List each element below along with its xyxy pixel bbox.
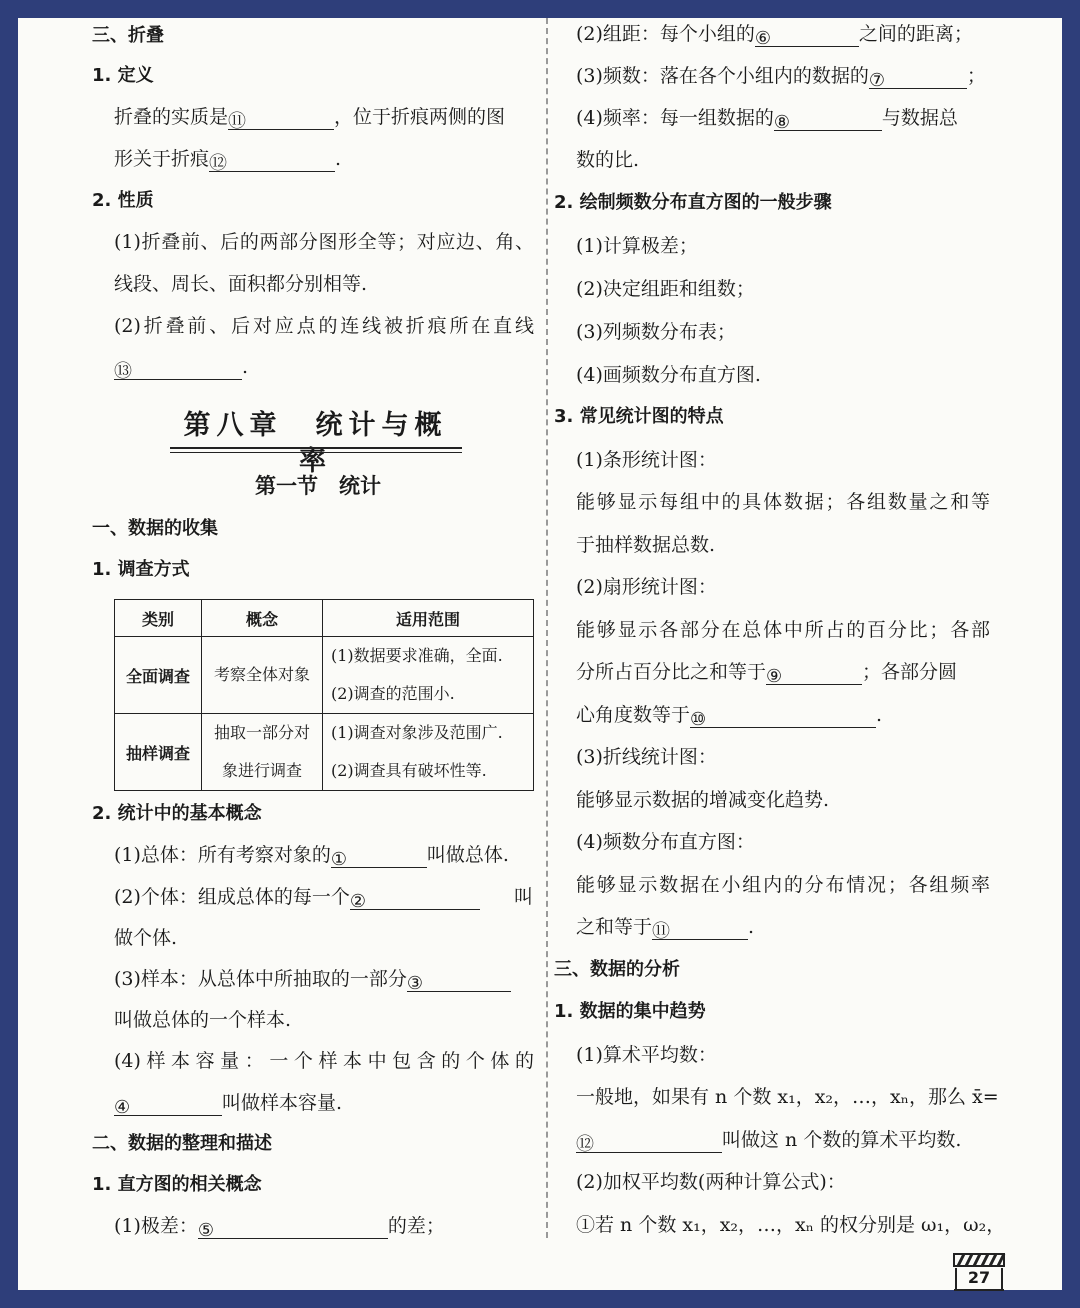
steps-heading: 2. 绘制频数分布直方图的一般步骤 <box>554 192 832 213</box>
blank-number: ⑩ <box>690 709 707 730</box>
sample-size-line-1: (4)样本容量：一个样本中包含的个体的 <box>114 1050 534 1072</box>
fold-heading: 三、折叠 <box>92 25 164 46</box>
chapter-underline-thin <box>170 452 462 453</box>
histogram-line-2 <box>576 915 754 940</box>
survey-heading: 1. 调查方式 <box>92 559 190 580</box>
histogram-concepts-heading: 1. 直方图的相关概念 <box>92 1174 262 1195</box>
collect-heading: 一、数据的收集 <box>92 518 218 539</box>
scope-line: (1)数据要求准确，全面. <box>331 646 503 665</box>
text: (1)总体：所有考察对象的 <box>114 844 331 866</box>
text: 叫做总体. <box>426 844 509 866</box>
row-type: 抽样调查 <box>115 714 202 791</box>
fill-blank-10[interactable] <box>690 707 876 728</box>
survey-methods-table <box>114 599 534 791</box>
row-concept <box>202 714 323 791</box>
definition-line-1 <box>114 105 505 130</box>
fill-blank-5[interactable] <box>198 1218 388 1239</box>
frequency-rate-line <box>576 106 958 131</box>
row-concept: 考察全体对象 <box>202 637 323 714</box>
text: 之间的距离； <box>858 23 973 45</box>
concept-line: 象进行调查 <box>221 761 302 780</box>
text: 之和等于 <box>576 916 653 938</box>
text: 分所占百分比之和等于 <box>576 661 767 683</box>
bar-chart-line-1: 能够显示每组中的具体数据；各组数量之和等 <box>576 491 990 513</box>
property-2-line-1: (2)折叠前、后对应点的连线被折痕所在直线 <box>114 315 534 337</box>
text: 的差； <box>387 1215 445 1237</box>
chapter-title: 第八章 统计与概率 <box>183 410 448 477</box>
pie-chart-line-3 <box>576 703 882 728</box>
text: 折叠的实质是 <box>114 106 229 128</box>
step-3: (3)列频数分布表； <box>576 321 736 343</box>
mean-line-2 <box>576 1128 961 1153</box>
page-number: 27 <box>967 1268 991 1287</box>
pie-chart-line-2 <box>576 660 957 685</box>
weighted-mean-title: (2)加权平均数(两种计算公式)： <box>576 1171 846 1193</box>
fill-blank-7[interactable] <box>869 68 967 89</box>
header-concept: 概念 <box>202 600 323 637</box>
organize-heading: 二、数据的整理和描述 <box>92 1133 272 1154</box>
weighted-mean-line-1: ①若 n 个数 x₁，x₂，…，xₙ 的权分别是 ω₁，ω₂， <box>576 1214 1006 1236</box>
pie-chart-line-1: 能够显示各部分在总体中所占的百分比；各部 <box>576 619 990 641</box>
sample-size-line-2 <box>114 1091 342 1116</box>
fill-blank-3[interactable] <box>407 971 511 992</box>
text: 叫做样本容量. <box>222 1092 343 1114</box>
analysis-heading: 三、数据的分析 <box>554 959 680 980</box>
fill-blank-6[interactable] <box>755 26 859 47</box>
section-title: 第一节 统计 <box>255 474 381 498</box>
blank-number: ① <box>330 849 348 870</box>
definition-line-2 <box>114 147 341 172</box>
scope-line: (2)调查的范围小. <box>331 684 455 703</box>
charts-heading: 3. 常见统计图的特点 <box>554 406 724 427</box>
property-heading: 2. 性质 <box>92 190 154 211</box>
scope-line: (1)调查对象涉及范围广. <box>331 723 503 742</box>
row-scope <box>323 714 534 791</box>
range-line <box>114 1214 445 1239</box>
blank-number: ⑥ <box>754 28 772 49</box>
basic-concepts-heading: 2. 统计中的基本概念 <box>92 803 262 824</box>
step-1: (1)计算极差； <box>576 235 698 257</box>
header-type: 类别 <box>115 600 202 637</box>
fill-blank-12b[interactable] <box>576 1132 722 1153</box>
text: 心角度数等于 <box>576 704 691 726</box>
blank-number: ⑪ <box>228 111 247 132</box>
text: 形关于折痕 <box>114 148 210 170</box>
text: ； <box>966 65 986 87</box>
population-line <box>114 843 509 868</box>
bar-chart-title: (1)条形统计图： <box>576 449 717 471</box>
frequency-count-line <box>576 64 986 89</box>
column-divider <box>546 18 548 1238</box>
text: ；各部分圆 <box>862 661 958 683</box>
blank-number: ④ <box>114 1097 131 1118</box>
scope-line: (2)调查具有破坏性等. <box>331 761 487 780</box>
fill-blank-11[interactable] <box>228 109 334 130</box>
fill-blank-9[interactable] <box>766 664 862 685</box>
text: (4)频率：每一组数据的 <box>576 107 774 129</box>
pie-chart-title: (2)扇形统计图： <box>576 576 717 598</box>
property-1-line-2: 线段、周长、面积都分别相等. <box>114 273 368 295</box>
blank-number: ⑧ <box>773 112 791 133</box>
row-scope <box>323 637 534 714</box>
blank-number: ⑬ <box>114 361 132 382</box>
sample-line <box>114 967 511 992</box>
fill-blank-2[interactable] <box>350 889 480 910</box>
table-header-row <box>115 600 534 637</box>
definition-heading: 1. 定义 <box>92 65 154 86</box>
text: (1)极差： <box>114 1215 198 1237</box>
blank-number: ⑤ <box>197 1220 215 1241</box>
fill-blank-4[interactable] <box>114 1095 222 1116</box>
concept-line: 抽取一部分对 <box>213 723 310 742</box>
individual-line-2: 做个体. <box>114 927 178 949</box>
blank-number: ⑦ <box>868 70 886 91</box>
central-tendency-heading: 1. 数据的集中趋势 <box>554 1001 706 1022</box>
blank-number: ③ <box>406 973 424 994</box>
fill-blank-11b[interactable] <box>652 919 748 940</box>
text: . <box>876 704 883 726</box>
table-row <box>115 637 534 714</box>
individual-tail: 叫 <box>514 886 534 908</box>
line-chart-title: (3)折线统计图： <box>576 746 717 768</box>
frequency-rate-line-2: 数的比. <box>576 149 640 171</box>
text: ，位于折痕两侧的图 <box>334 106 506 128</box>
line-chart-line-1: 能够显示数据的增减变化趋势. <box>576 789 830 811</box>
text: . <box>242 356 249 378</box>
bar-chart-line-2: 于抽样数据总数. <box>576 534 716 556</box>
text: (2)组距：每个小组的 <box>576 23 755 45</box>
fill-blank-8[interactable] <box>774 110 882 131</box>
text: (3)频数：落在各个小组内的数据的 <box>576 65 869 87</box>
table-row <box>115 714 534 791</box>
property-1-line-1: (1)折叠前、后的两部分图形全等；对应边、角、 <box>114 231 534 253</box>
step-4: (4)画频数分布直方图. <box>576 364 761 386</box>
property-2-line-2 <box>114 355 248 380</box>
sample-line-2: 叫做总体的一个样本. <box>114 1009 292 1031</box>
text: 与数据总 <box>881 107 958 129</box>
group-distance-line <box>576 22 973 47</box>
textbook-page <box>18 18 1062 1290</box>
blank-number: ⑫ <box>209 153 228 174</box>
histogram-title: (4)频数分布直方图： <box>576 831 755 853</box>
fill-blank-12[interactable] <box>209 151 335 172</box>
blank-number: ⑫ <box>576 1134 594 1155</box>
individual-line <box>114 885 480 910</box>
text: . <box>748 916 755 938</box>
fill-blank-1[interactable] <box>331 847 427 868</box>
blank-number: ② <box>349 891 367 912</box>
text: 叫做这 n 个数的算术平均数. <box>722 1129 962 1151</box>
mean-line-1: 一般地，如果有 n 个数 x₁，x₂，…，xₙ，那么 x̄= <box>576 1086 999 1108</box>
histogram-line-1: 能够显示数据在小组内的分布情况；各组频率 <box>576 874 990 896</box>
row-type: 全面调查 <box>115 637 202 714</box>
text: . <box>335 148 342 170</box>
chapter-underline <box>170 447 462 449</box>
blank-number: ⑪ <box>652 921 671 942</box>
text: (2)个体：组成总体的每一个 <box>114 886 350 908</box>
blank-number: ⑨ <box>766 666 783 687</box>
header-scope: 适用范围 <box>323 600 534 637</box>
fill-blank-13[interactable] <box>114 359 242 380</box>
text: (3)样本：从总体中所抽取的一部分 <box>114 968 407 990</box>
step-2: (2)决定组距和组数； <box>576 278 755 300</box>
mean-title: (1)算术平均数： <box>576 1044 717 1066</box>
